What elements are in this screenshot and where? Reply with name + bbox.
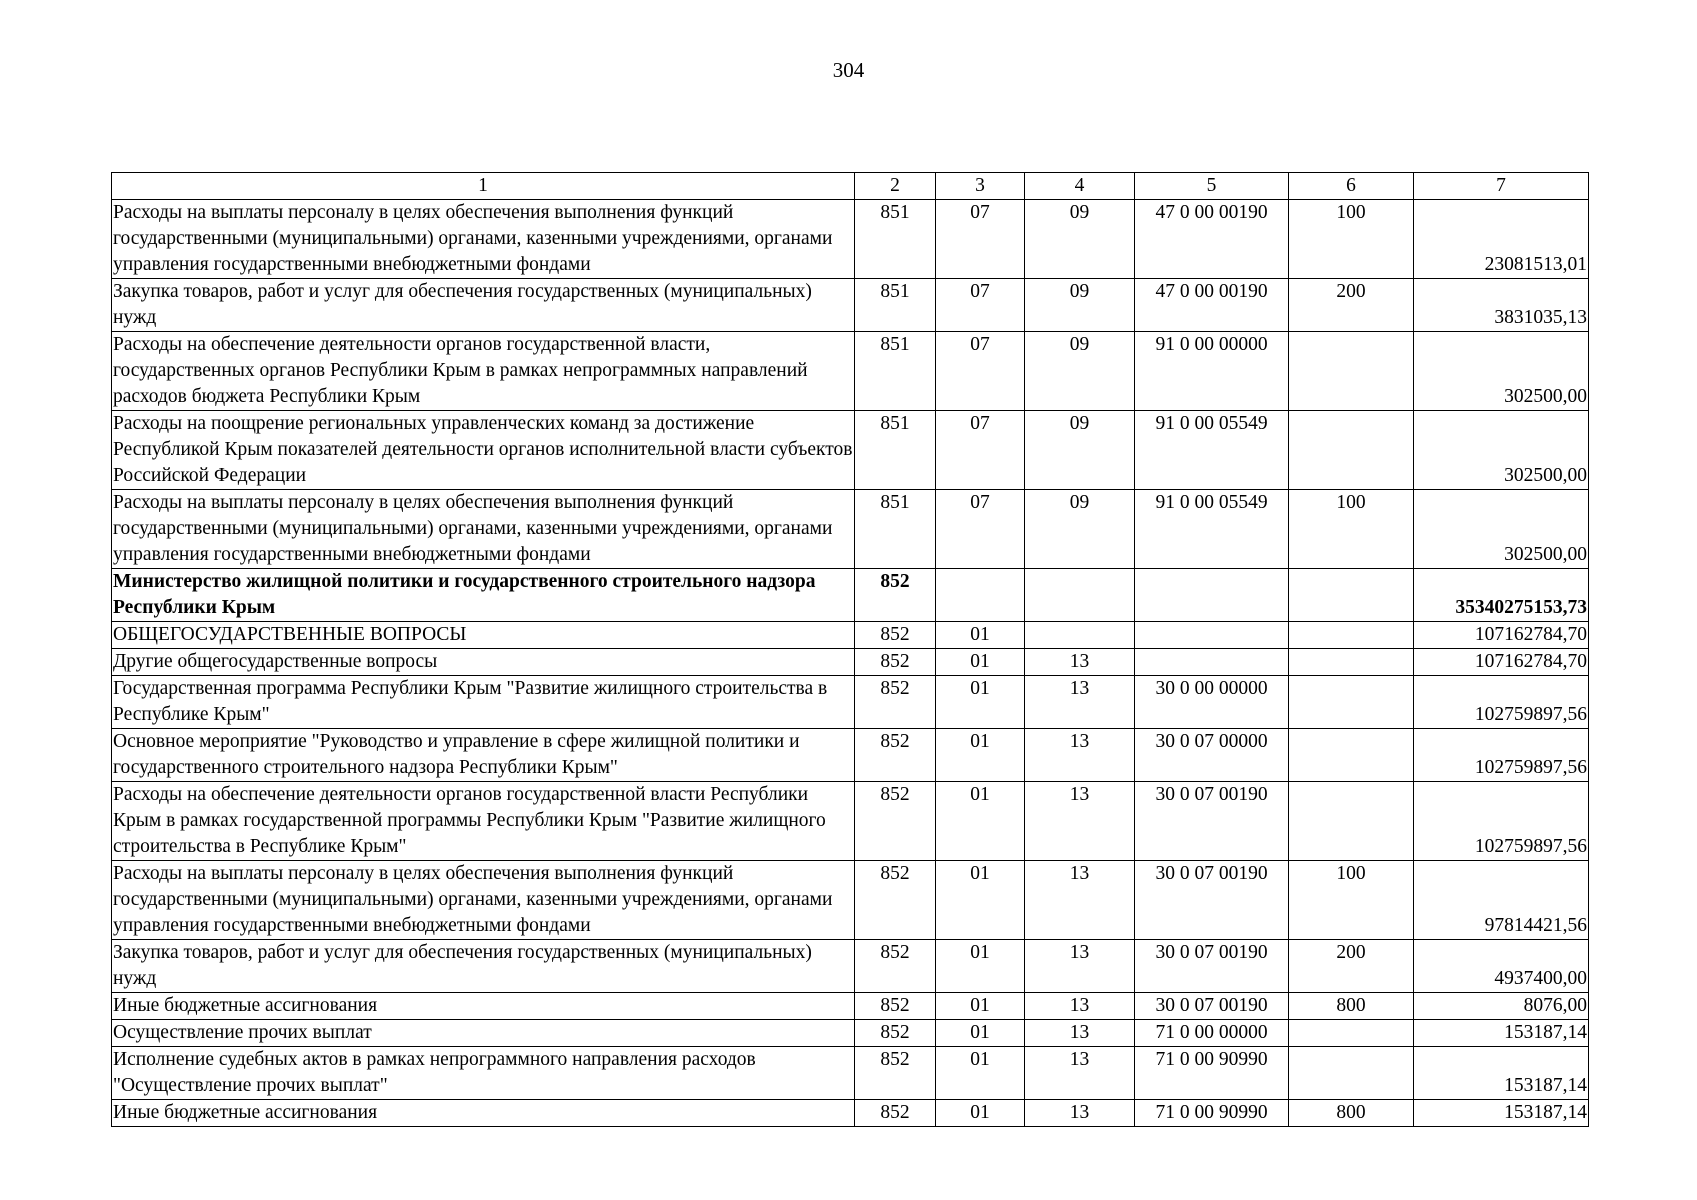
row-col2-cell: 852 bbox=[855, 782, 936, 861]
row-col4-cell: 13 bbox=[1025, 782, 1135, 861]
row-col3-cell: 01 bbox=[936, 940, 1025, 993]
row-col4-cell: 13 bbox=[1025, 1047, 1135, 1100]
column-header-2: 2 bbox=[855, 173, 936, 200]
row-amount-cell: 153187,14 bbox=[1414, 1047, 1589, 1100]
row-col5-cell: 71 0 00 90990 bbox=[1135, 1100, 1289, 1127]
row-col4-cell: 13 bbox=[1025, 940, 1135, 993]
row-amount-cell: 302500,00 bbox=[1414, 411, 1589, 490]
row-col2-cell: 852 bbox=[855, 940, 936, 993]
row-col3-cell: 07 bbox=[936, 411, 1025, 490]
row-col4-cell: 13 bbox=[1025, 1020, 1135, 1047]
row-name-cell: Расходы на выплаты персоналу в целях обеспечения выполнения функций государственными (муниципальными) органами, казенными учреждениями, органами управления государственными внебюджетными фондами bbox=[112, 490, 855, 569]
page-number: 304 bbox=[832, 58, 865, 82]
row-name-cell: Иные бюджетные ассигнования bbox=[112, 1100, 855, 1127]
row-col6-cell: 800 bbox=[1289, 993, 1414, 1020]
row-col2-cell: 851 bbox=[855, 490, 936, 569]
row-amount-cell: 35340275153,73 bbox=[1414, 569, 1589, 622]
row-col5-cell bbox=[1135, 569, 1289, 622]
row-col4-cell: 13 bbox=[1025, 676, 1135, 729]
row-col6-cell bbox=[1289, 332, 1414, 411]
row-col2-cell: 852 bbox=[855, 676, 936, 729]
row-col4-cell: 09 bbox=[1025, 490, 1135, 569]
row-col6-cell bbox=[1289, 1020, 1414, 1047]
row-col3-cell: 07 bbox=[936, 332, 1025, 411]
table-row bbox=[112, 1100, 1589, 1127]
row-amount-cell: 3831035,13 bbox=[1414, 279, 1589, 332]
row-col2-cell: 852 bbox=[855, 622, 936, 649]
row-col6-cell: 200 bbox=[1289, 279, 1414, 332]
row-amount-cell: 107162784,70 bbox=[1414, 622, 1589, 649]
row-col4-cell: 09 bbox=[1025, 332, 1135, 411]
table-row bbox=[112, 622, 1589, 649]
row-col6-cell bbox=[1289, 1047, 1414, 1100]
row-amount-cell: 153187,14 bbox=[1414, 1020, 1589, 1047]
row-amount-cell: 102759897,56 bbox=[1414, 782, 1589, 861]
table-row bbox=[112, 279, 1589, 332]
row-amount-cell: 107162784,70 bbox=[1414, 649, 1589, 676]
row-col4-cell: 13 bbox=[1025, 1100, 1135, 1127]
row-amount-cell: 302500,00 bbox=[1414, 332, 1589, 411]
row-col3-cell: 01 bbox=[936, 1020, 1025, 1047]
row-col4-cell: 09 bbox=[1025, 279, 1135, 332]
column-header-1: 1 bbox=[112, 173, 855, 200]
table-row bbox=[112, 332, 1589, 411]
row-col5-cell: 30 0 07 00190 bbox=[1135, 861, 1289, 940]
row-name-cell: Расходы на обеспечение деятельности органов государственной власти, государственных органов Республики Крым в рамках непрограммных направлений расходов бюджета Республики Крым bbox=[112, 332, 855, 411]
row-col5-cell: 71 0 00 00000 bbox=[1135, 1020, 1289, 1047]
row-col6-cell bbox=[1289, 649, 1414, 676]
row-col5-cell: 91 0 00 05549 bbox=[1135, 490, 1289, 569]
row-col3-cell: 01 bbox=[936, 1100, 1025, 1127]
row-col6-cell: 200 bbox=[1289, 940, 1414, 993]
table-row bbox=[112, 729, 1589, 782]
row-amount-cell: 23081513,01 bbox=[1414, 200, 1589, 279]
row-col2-cell: 851 bbox=[855, 411, 936, 490]
row-name-cell: Расходы на выплаты персоналу в целях обеспечения выполнения функций государственными (муниципальными) органами, казенными учреждениями, органами управления государственными внебюджетными фондами bbox=[112, 861, 855, 940]
row-col5-cell: 47 0 00 00190 bbox=[1135, 279, 1289, 332]
row-name-cell: Иные бюджетные ассигнования bbox=[112, 993, 855, 1020]
table-row bbox=[112, 411, 1589, 490]
row-col5-cell: 30 0 07 00000 bbox=[1135, 729, 1289, 782]
table-row bbox=[112, 1047, 1589, 1100]
row-amount-cell: 102759897,56 bbox=[1414, 729, 1589, 782]
row-col3-cell: 01 bbox=[936, 782, 1025, 861]
row-col3-cell: 01 bbox=[936, 676, 1025, 729]
row-col4-cell: 13 bbox=[1025, 861, 1135, 940]
column-header-3: 3 bbox=[936, 173, 1025, 200]
table-row bbox=[112, 993, 1589, 1020]
row-col2-cell: 852 bbox=[855, 729, 936, 782]
row-col5-cell: 30 0 07 00190 bbox=[1135, 993, 1289, 1020]
row-col3-cell: 07 bbox=[936, 490, 1025, 569]
column-header-6: 6 bbox=[1289, 173, 1414, 200]
row-col3-cell: 01 bbox=[936, 622, 1025, 649]
row-name-cell: Расходы на поощрение региональных управленческих команд за достижение Республикой Крым показателей деятельности органов исполнительной власти субъектов Российской Федерации bbox=[112, 411, 855, 490]
row-col5-cell: 71 0 00 90990 bbox=[1135, 1047, 1289, 1100]
column-header-4: 4 bbox=[1025, 173, 1135, 200]
row-col2-cell: 851 bbox=[855, 279, 936, 332]
row-name-cell: Закупка товаров, работ и услуг для обеспечения государственных (муниципальных) нужд bbox=[112, 940, 855, 993]
row-col4-cell: 09 bbox=[1025, 411, 1135, 490]
row-amount-cell: 8076,00 bbox=[1414, 993, 1589, 1020]
table-row bbox=[112, 649, 1589, 676]
row-col4-cell: 13 bbox=[1025, 729, 1135, 782]
row-amount-cell: 4937400,00 bbox=[1414, 940, 1589, 993]
row-name-cell: Министерство жилищной политики и государственного строительного надзора Республики Крым bbox=[112, 569, 855, 622]
row-col4-cell bbox=[1025, 569, 1135, 622]
row-col2-cell: 852 bbox=[855, 861, 936, 940]
row-col6-cell: 800 bbox=[1289, 1100, 1414, 1127]
table-row bbox=[112, 200, 1589, 279]
table-row bbox=[112, 490, 1589, 569]
table-row bbox=[112, 1020, 1589, 1047]
column-header-5: 5 bbox=[1135, 173, 1289, 200]
row-name-cell: Закупка товаров, работ и услуг для обеспечения государственных (муниципальных) нужд bbox=[112, 279, 855, 332]
row-amount-cell: 153187,14 bbox=[1414, 1100, 1589, 1127]
row-col6-cell bbox=[1289, 676, 1414, 729]
row-col3-cell: 07 bbox=[936, 279, 1025, 332]
row-col5-cell: 91 0 00 00000 bbox=[1135, 332, 1289, 411]
table-row bbox=[112, 861, 1589, 940]
row-col5-cell: 30 0 00 00000 bbox=[1135, 676, 1289, 729]
row-col4-cell: 13 bbox=[1025, 993, 1135, 1020]
row-col2-cell: 852 bbox=[855, 1020, 936, 1047]
table-row bbox=[112, 782, 1589, 861]
row-col5-cell: 30 0 07 00190 bbox=[1135, 782, 1289, 861]
row-amount-cell: 102759897,56 bbox=[1414, 676, 1589, 729]
row-col6-cell bbox=[1289, 782, 1414, 861]
row-name-cell: Другие общегосударственные вопросы bbox=[112, 649, 855, 676]
row-col5-cell bbox=[1135, 649, 1289, 676]
row-col6-cell: 100 bbox=[1289, 490, 1414, 569]
row-col6-cell: 100 bbox=[1289, 861, 1414, 940]
row-col4-cell: 13 bbox=[1025, 649, 1135, 676]
row-col2-cell: 852 bbox=[855, 1100, 936, 1127]
table-header-row bbox=[112, 173, 1589, 200]
row-col2-cell: 852 bbox=[855, 993, 936, 1020]
row-name-cell: Исполнение судебных актов в рамках непрограммного направления расходов "Осуществление прочих выплат" bbox=[112, 1047, 855, 1100]
table-row bbox=[112, 676, 1589, 729]
row-col3-cell: 01 bbox=[936, 861, 1025, 940]
row-name-cell: Осуществление прочих выплат bbox=[112, 1020, 855, 1047]
row-col3-cell: 07 bbox=[936, 200, 1025, 279]
row-col3-cell: 01 bbox=[936, 993, 1025, 1020]
row-col2-cell: 852 bbox=[855, 1047, 936, 1100]
row-amount-cell: 302500,00 bbox=[1414, 490, 1589, 569]
row-col5-cell: 30 0 07 00190 bbox=[1135, 940, 1289, 993]
row-col5-cell: 91 0 00 05549 bbox=[1135, 411, 1289, 490]
row-col6-cell bbox=[1289, 729, 1414, 782]
row-name-cell: Государственная программа Республики Крым "Развитие жилищного строительства в Республике Крым" bbox=[112, 676, 855, 729]
row-col3-cell: 01 bbox=[936, 649, 1025, 676]
row-name-cell: Расходы на обеспечение деятельности органов государственной власти Республики Крым в рамках государственной программы Республики Крым "Развитие жилищного строительства в Республике Крым" bbox=[112, 782, 855, 861]
row-col3-cell: 01 bbox=[936, 729, 1025, 782]
row-col3-cell: 01 bbox=[936, 1047, 1025, 1100]
row-col5-cell: 47 0 00 00190 bbox=[1135, 200, 1289, 279]
table-body bbox=[112, 173, 1589, 1127]
row-amount-cell: 97814421,56 bbox=[1414, 861, 1589, 940]
row-col2-cell: 851 bbox=[855, 200, 936, 279]
table-row bbox=[112, 569, 1589, 622]
row-col2-cell: 851 bbox=[855, 332, 936, 411]
row-col6-cell: 100 bbox=[1289, 200, 1414, 279]
row-col3-cell bbox=[936, 569, 1025, 622]
row-col2-cell: 852 bbox=[855, 569, 936, 622]
row-col6-cell bbox=[1289, 569, 1414, 622]
row-name-cell: ОБЩЕГОСУДАРСТВЕННЫЕ ВОПРОСЫ bbox=[112, 622, 855, 649]
table-row bbox=[112, 940, 1589, 993]
row-name-cell: Основное мероприятие "Руководство и управление в сфере жилищной политики и государственного строительного надзора Республики Крым" bbox=[112, 729, 855, 782]
row-col2-cell: 852 bbox=[855, 649, 936, 676]
row-col5-cell bbox=[1135, 622, 1289, 649]
row-col6-cell bbox=[1289, 411, 1414, 490]
row-col4-cell: 09 bbox=[1025, 200, 1135, 279]
column-header-7: 7 bbox=[1414, 173, 1589, 200]
row-name-cell: Расходы на выплаты персоналу в целях обеспечения выполнения функций государственными (муниципальными) органами, казенными учреждениями, органами управления государственными внебюджетными фондами bbox=[112, 200, 855, 279]
budget-table bbox=[111, 172, 1589, 1127]
row-col6-cell bbox=[1289, 622, 1414, 649]
row-col4-cell bbox=[1025, 622, 1135, 649]
